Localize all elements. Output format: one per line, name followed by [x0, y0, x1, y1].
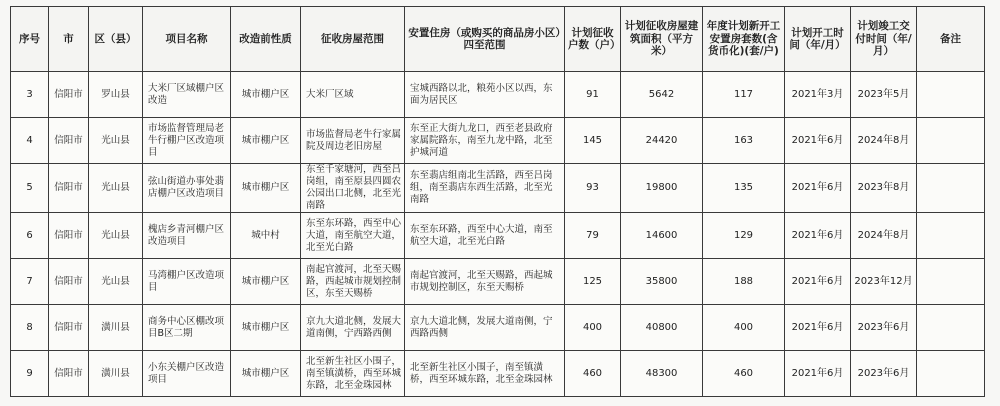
city-cell: 信阳市 [49, 305, 89, 351]
note-cell [917, 259, 985, 305]
scope-cell: 北至新生社区小围子，南至镇潢桥，西至环城东路，北至金珠园林 [301, 351, 405, 397]
area-cell: 14600 [621, 213, 703, 259]
city-cell: 信阳市 [49, 259, 89, 305]
project-name-cell: 马湾棚户区改造项目 [143, 259, 231, 305]
county-cell: 光山县 [89, 213, 143, 259]
table-row [11, 305, 985, 351]
units-cell: 129 [703, 213, 785, 259]
col-units-header: 年度计划新开工安置房套数(含货币化)(套/户) [703, 7, 785, 72]
row-index: 6 [11, 213, 49, 259]
resettle-scope-cell: 京九大道北侧，发展大道南侧，宁西路西侧 [405, 305, 565, 351]
area-cell: 19800 [621, 164, 703, 213]
nature-cell: 城市棚户区 [231, 305, 301, 351]
start-date-cell: 2021年6月 [785, 305, 851, 351]
table-row [11, 259, 985, 305]
col-county-header: 区（县） [89, 7, 143, 72]
resettle-scope-cell: 北至新生社区小围子，南至镇潢桥，西至环城东路，北至金珠园林 [405, 351, 565, 397]
finish-date-cell: 2023年5月 [851, 72, 917, 118]
nature-cell: 城市棚户区 [231, 118, 301, 164]
county-cell: 光山县 [89, 259, 143, 305]
city-cell: 信阳市 [49, 351, 89, 397]
table-row [11, 118, 985, 164]
households-cell: 460 [565, 351, 621, 397]
resettle-scope-cell: 东至翡店组南北生活路，西至吕岗组，南至翡店东西生活路，北至光南路 [405, 164, 565, 213]
note-cell [917, 351, 985, 397]
col-city-header: 市 [49, 7, 89, 72]
area-cell: 40800 [621, 305, 703, 351]
scope-cell: 南起官渡河，北至天赐路，西起城市规划控制区，东至天赐桥 [301, 259, 405, 305]
note-cell [917, 118, 985, 164]
nature-cell: 城市棚户区 [231, 351, 301, 397]
resettle-scope-cell: 东至正大街九龙口，西至老县政府家属院路东，南至九龙中路，北至护城河道 [405, 118, 565, 164]
resettle-scope-cell: 东至东环路，西至中心大道，南至航空大道，北至光白路 [405, 213, 565, 259]
start-date-cell: 2021年6月 [785, 351, 851, 397]
units-cell: 117 [703, 72, 785, 118]
scope-cell: 东至东环路，西至中心大道，南至航空大道，北至光白路 [301, 213, 405, 259]
project-table [10, 6, 985, 397]
resettle-scope-cell: 南起官渡河，北至天赐路，西起城市规划控制区，东至天赐桥 [405, 259, 565, 305]
note-cell [917, 213, 985, 259]
table-row [11, 72, 985, 118]
city-cell: 信阳市 [49, 118, 89, 164]
units-cell: 163 [703, 118, 785, 164]
resettle-scope-cell: 宝城西路以北，粮苑小区以西，东面为居民区 [405, 72, 565, 118]
project-name-cell: 大米厂区域棚户区改造 [143, 72, 231, 118]
households-cell: 145 [565, 118, 621, 164]
county-cell: 潢川县 [89, 305, 143, 351]
project-name-cell: 商务中心区棚改项目B区二期 [143, 305, 231, 351]
city-cell: 信阳市 [49, 164, 89, 213]
table-row [11, 164, 985, 213]
finish-date-cell: 2023年6月 [851, 305, 917, 351]
table-row [11, 351, 985, 397]
finish-date-cell: 2023年6月 [851, 351, 917, 397]
households-cell: 125 [565, 259, 621, 305]
note-cell [917, 305, 985, 351]
project-name-cell: 小东关棚户区改造项目 [143, 351, 231, 397]
header-row [11, 7, 985, 72]
col-scope-header: 征收房屋范围 [301, 7, 405, 72]
units-cell: 188 [703, 259, 785, 305]
start-date-cell: 2021年6月 [785, 213, 851, 259]
finish-date-cell: 2024年8月 [851, 213, 917, 259]
col-resettle-scope-header: 安置住房（或购买的商品房小区）四至范围 [405, 7, 565, 72]
scope-cell: 京九大道北侧，发展大道南侧，宁西路西侧 [301, 305, 405, 351]
col-nature-header: 改造前性质 [231, 7, 301, 72]
area-cell: 5642 [621, 72, 703, 118]
households-cell: 93 [565, 164, 621, 213]
units-cell: 135 [703, 164, 785, 213]
table-body [11, 72, 985, 397]
households-cell: 91 [565, 72, 621, 118]
area-cell: 35800 [621, 259, 703, 305]
finish-date-cell: 2023年8月 [851, 164, 917, 213]
households-cell: 79 [565, 213, 621, 259]
col-note-header: 备注 [917, 7, 985, 72]
col-project-name-header: 项目名称 [143, 7, 231, 72]
start-date-cell: 2021年6月 [785, 164, 851, 213]
county-cell: 罗山县 [89, 72, 143, 118]
nature-cell: 城中村 [231, 213, 301, 259]
col-households-header: 计划征收户数（户） [565, 7, 621, 72]
row-index: 9 [11, 351, 49, 397]
table-row [11, 213, 985, 259]
row-index: 8 [11, 305, 49, 351]
finish-date-cell: 2023年12月 [851, 259, 917, 305]
city-cell: 信阳市 [49, 72, 89, 118]
note-cell [917, 164, 985, 213]
area-cell: 24420 [621, 118, 703, 164]
project-table-sheet [10, 6, 985, 397]
nature-cell: 城市棚户区 [231, 164, 301, 213]
note-cell [917, 72, 985, 118]
project-name-cell: 槐店乡青河棚户区改造项目 [143, 213, 231, 259]
county-cell: 潢川县 [89, 351, 143, 397]
area-cell: 48300 [621, 351, 703, 397]
finish-date-cell: 2024年8月 [851, 118, 917, 164]
units-cell: 460 [703, 351, 785, 397]
row-index: 4 [11, 118, 49, 164]
row-index: 3 [11, 72, 49, 118]
project-name-cell: 弦山街道办事处翡店棚户区改造项目 [143, 164, 231, 213]
scope-cell: 大米厂区域 [301, 72, 405, 118]
col-start-header: 计划开工时间（年/月） [785, 7, 851, 72]
start-date-cell: 2021年6月 [785, 259, 851, 305]
households-cell: 400 [565, 305, 621, 351]
city-cell: 信阳市 [49, 213, 89, 259]
col-area-header: 计划征收房屋建筑面积（平方米） [621, 7, 703, 72]
county-cell: 光山县 [89, 164, 143, 213]
nature-cell: 城市棚户区 [231, 259, 301, 305]
start-date-cell: 2021年3月 [785, 72, 851, 118]
col-finish-header: 计划竣工交付时间（年/月） [851, 7, 917, 72]
scope-cell: 东至千家塘河，西至吕岗组，南至原县四圆农公园出口北侧，北至光南路 [301, 164, 405, 213]
units-cell: 400 [703, 305, 785, 351]
row-index: 7 [11, 259, 49, 305]
row-index: 5 [11, 164, 49, 213]
scope-cell: 市场监督局老牛行家属院及周边老旧房屋 [301, 118, 405, 164]
county-cell: 光山县 [89, 118, 143, 164]
project-name-cell: 市场监督管理局老牛行棚户区改造项目 [143, 118, 231, 164]
start-date-cell: 2021年6月 [785, 118, 851, 164]
nature-cell: 城市棚户区 [231, 72, 301, 118]
col-index-header: 序号 [11, 7, 49, 72]
